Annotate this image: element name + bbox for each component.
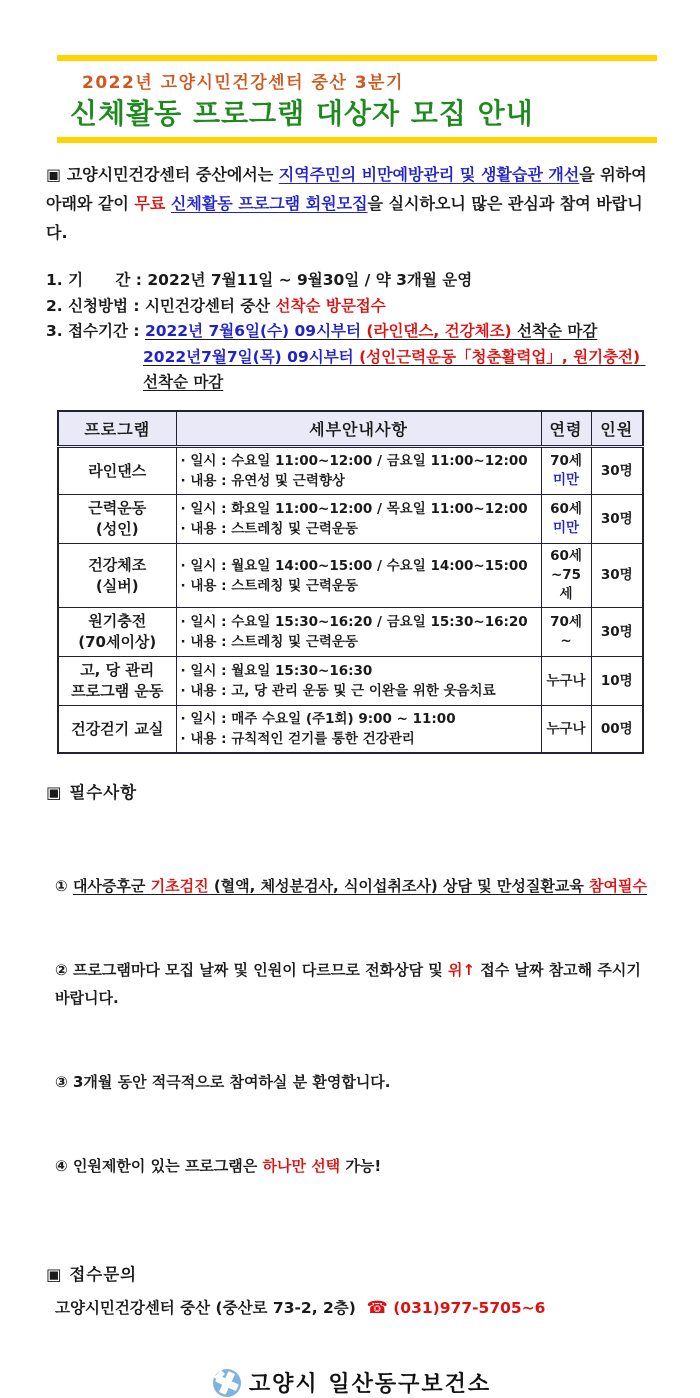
list-value: 2022년 7월11일 ~ 9월30일 / 약 3개월 운영 [147,271,473,289]
header-body [46,61,657,137]
header-bottom-bar [57,137,657,143]
program-name: 근력운동 (성인) [58,495,176,544]
program-name: 건강체조 (실버) [58,544,176,608]
footer [46,1367,657,1398]
program-age: 60세 ~75세 [541,544,591,608]
reception-note-1: 선착순 마감 [511,322,598,340]
item-number: ① [55,877,73,895]
table-row [58,447,643,495]
col-header-capacity: 인원 [591,411,643,447]
program-capacity: 10명 [591,657,643,706]
requirement-item-4 [55,1152,657,1180]
requirement-highlight: 참여필수 [589,877,648,895]
requirement-text: 프로그램마다 모집 날짜 및 인원이 다르므로 전화상담 및 [72,961,448,979]
contact-heading-text: 접수문의 [62,1265,138,1284]
requirement-text: 가능! [340,1157,382,1175]
program-details: · 일시 : 수요일 15:30~16:20 / 금요일 15:30~16:20 · 내용 : 스트레칭 및 근력운동 [176,608,541,657]
program-details: · 일시 : 화요일 11:00~12:00 / 목요일 11:00~12:00 · 내용 : 스트레칭 및 근력운동 [176,495,541,544]
program-table [57,410,644,755]
header-subtitle: 2022년 고양시민건강센터 중산 3분기 [82,73,404,93]
health-center-logo-icon [212,1368,242,1398]
item-number: ④ [55,1157,73,1175]
intro-paragraph [46,160,657,247]
contact-address: 고양시민건강센터 중산 (중산로 73-2, 2층) [55,1299,367,1317]
requirement-highlight: 위↑ [448,961,476,979]
program-name: 건강걷기 교실 [58,706,176,754]
section-marker-icon: ▣ [46,1265,63,1284]
list-label: 1. 기 간 : [46,271,148,289]
reception-date-2: 2022년7월7일(목) 09시부터 [143,347,360,366]
intro-text: 을 실시하오니 많은 관심과 참여 바랍니다. [46,194,643,242]
section-marker-icon: ▣ [46,165,62,184]
col-header-program: 프로그램 [58,411,176,447]
program-capacity: 00명 [591,706,643,754]
intro-highlight-recruit: 신체활동 프로그램 회원모집 [170,194,368,213]
program-age: 60세 미만 [541,495,591,544]
requirement-item-2 [55,956,657,1012]
list-item-reception-2 [143,345,657,396]
table-row [58,608,643,657]
requirement-highlight: 기초검진 [150,877,209,895]
program-capacity: 30명 [591,544,643,608]
program-details: · 일시 : 월요일 14:00~15:00 / 수요일 14:00~15:00 · 내용 : 스트레칭 및 근력운동 [176,544,541,608]
requirement-text: 대사증후군 [72,877,151,895]
requirement-text: 인원제한이 있는 프로그램은 [72,1157,263,1175]
program-age: 70세 미만 [541,447,591,495]
program-name: 원기충전 (70세이상) [58,608,176,657]
reception-programs-2: (성인근력운동「청춘활력업」, 원기충전) [359,347,641,366]
list-item-period [46,268,657,294]
list-value-highlight: 선착순 방문접수 [275,296,386,315]
contact-phone-number: (031)977-5705~6 [387,1299,546,1317]
page-title: 신체활동 프로그램 대상자 모집 안내 [70,97,534,130]
schedule-list [46,268,657,396]
program-name: 고, 당 관리 프로그램 운동 [58,657,176,706]
program-age: 누구나 [541,657,591,706]
program-age: 70세~ [541,608,591,657]
list-item-reception [46,319,657,345]
requirements-list [55,816,657,1236]
intro-free-label: 무료 [134,194,166,213]
item-number: ② [55,961,73,979]
reception-programs-1: (라인댄스, 건강체조) [366,322,512,340]
col-header-details: 세부안내사항 [176,411,541,447]
program-details: · 일시 : 수요일 11:00~12:00 / 금요일 11:00~12:00 · 내용 : 유연성 및 근력향상 [176,447,541,495]
list-value: 시민건강센터 중산 [144,296,276,315]
organization-name: 고양시 일산동구보건소 [248,1372,492,1397]
requirement-item-3 [55,1068,657,1096]
header [46,55,657,143]
list-label: 3. 접수기간 : [46,322,145,340]
program-details: · 일시 : 월요일 15:30~16:30 · 내용 : 고, 당 관리 운동 및 근 이완을 위한 웃음치료 [176,657,541,706]
table-row [58,706,643,754]
table-row [58,657,643,706]
list-item-method [46,294,657,320]
contact-heading [46,1261,657,1285]
requirement-item-1 [55,872,657,900]
reception-note-2: 선착순 마감 [143,347,646,391]
program-details: · 일시 : 매주 수요일 (주1회) 9:00 ~ 11:00 · 내용 : 규칙적인 걷기를 통한 건강관리 [176,706,541,754]
contact-info [55,1296,657,1318]
reception-date-1: 2022년 7월6일(수) 09시부터 [144,322,367,340]
requirements-heading-text: 필수사항 [62,783,138,802]
program-capacity: 30명 [591,495,643,544]
requirement-highlight: 하나만 선택 [262,1157,341,1175]
program-capacity: 30명 [591,608,643,657]
table-row [58,544,643,608]
requirement-text: 접수 날짜 참고해 주시기 바랍니다. [55,961,647,1007]
intro-text: 을 위하여 아래와 같이 [46,165,653,213]
section-marker-icon: ▣ [46,783,63,802]
program-capacity: 30명 [591,447,643,495]
table-row [58,495,643,544]
program-age: 누구나 [541,706,591,754]
program-name: 라인댄스 [58,447,176,495]
item-number: ③ [55,1073,73,1091]
requirement-text: (혈액, 체성분검사, 식이섭취조사) 상담 및 만성질환교육 [208,877,590,895]
list-label: 2. 신청방법 : [46,296,145,315]
intro-text: 고양시민건강센터 중산에서는 [61,165,279,184]
requirement-text: 3개월 동안 적극적으로 참여하실 분 환영합니다. [72,1073,391,1091]
phone-icon: ☎ [366,1298,388,1318]
col-header-age: 연령 [541,411,591,447]
table-header-row [58,411,643,447]
intro-highlight-purpose: 지역주민의 비만예방관리 및 생활습관 개선 [278,165,580,184]
requirements-heading [46,779,657,803]
